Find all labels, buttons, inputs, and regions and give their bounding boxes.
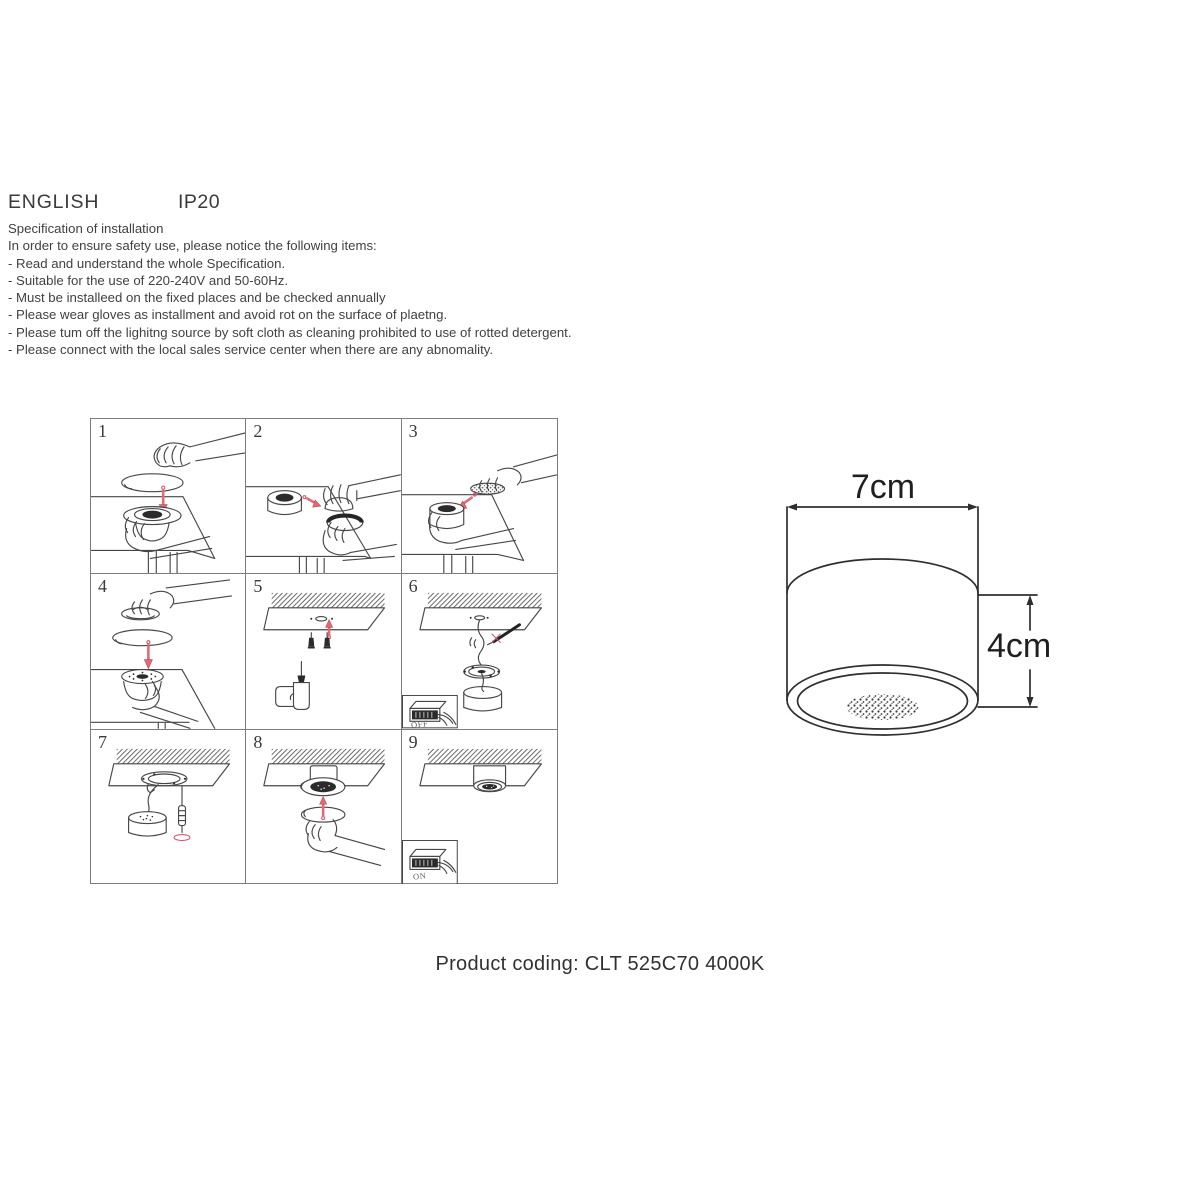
hand-drawing xyxy=(306,819,384,865)
step-panel-4 xyxy=(91,574,246,729)
step-number: 5 xyxy=(253,576,263,597)
spec-item: - Please connect with the local sales service center when there are any abnomality. xyxy=(8,342,494,358)
step-panel-1 xyxy=(91,419,246,574)
led-array xyxy=(847,694,919,720)
hand-drawing xyxy=(323,523,396,561)
fixture-drawing xyxy=(122,670,164,701)
red-ellipse-mark xyxy=(174,834,190,840)
product-dimension-drawing xyxy=(775,458,1085,768)
switch-on-label: ON xyxy=(412,869,427,882)
step-number: 7 xyxy=(98,731,107,752)
wire-drawing xyxy=(146,784,158,815)
fixture-drawing xyxy=(473,766,505,792)
step-number: 4 xyxy=(98,576,107,597)
step-panel-2 xyxy=(246,419,401,574)
screws-drawing xyxy=(308,633,331,649)
step-number: 8 xyxy=(253,731,263,752)
step-number: 2 xyxy=(253,421,263,441)
switch-inset xyxy=(402,840,457,883)
hand-drawing xyxy=(324,475,401,511)
red-arrow xyxy=(320,796,327,819)
hand-drawing xyxy=(470,455,557,494)
step-1-illustration xyxy=(91,419,245,573)
trim-ring-drawing xyxy=(122,474,183,492)
mounting-plate-drawing xyxy=(141,771,187,792)
spec-item: - Suitable for the use of 220-240V and 50-60Hz. xyxy=(8,272,289,288)
spec-item: - Please tum off the lighitng source by soft cloth as cleaning prohibited to use of rotted detergent. xyxy=(8,324,572,340)
spec-item: - Read and understand the whole Specification. xyxy=(8,255,286,271)
product-coding: Product coding: CLT 525C70 4000K xyxy=(435,953,765,975)
trim-ring-drawing xyxy=(113,630,172,646)
spec-intro: In order to ensure safety use, please notice the following items: xyxy=(8,238,377,254)
step-panel-7 xyxy=(91,730,246,884)
drill-drawing xyxy=(276,662,310,710)
step-panel-8 xyxy=(246,730,401,884)
step-number: 9 xyxy=(408,731,418,752)
spec-item: - Please wear gloves as installment and avoid rot on the surface of plaetng. xyxy=(8,307,448,323)
step-number: 3 xyxy=(408,421,418,441)
step-5-illustration xyxy=(246,574,400,728)
step-panel-6 xyxy=(402,574,557,729)
ceiling-drawing xyxy=(420,593,541,630)
hand-drawing xyxy=(122,580,232,620)
switch-off-label: OFF xyxy=(410,718,429,731)
step-panel-9 xyxy=(402,730,557,884)
step-2-illustration xyxy=(246,419,400,573)
spec-title: Specification of installation xyxy=(8,221,164,236)
step-panel-3 xyxy=(402,419,557,574)
step-panel-5 xyxy=(246,574,401,729)
screwdriver-drawing xyxy=(179,785,186,832)
red-arrow xyxy=(303,496,321,507)
fixture-drawing xyxy=(430,503,464,529)
step-number: 6 xyxy=(408,576,418,597)
spec-item: - Must be installeed on the fixed places and be checked annually xyxy=(8,290,386,306)
ceiling-drawing xyxy=(264,593,385,630)
height-dimension-label: 4cm xyxy=(987,627,1052,665)
installation-steps-grid xyxy=(90,418,558,884)
specification-text xyxy=(8,220,572,358)
language-label: ENGLISH xyxy=(8,191,100,213)
step-3-illustration xyxy=(402,419,557,573)
fixture-drawing xyxy=(463,674,501,711)
width-dimension-label: 7cm xyxy=(850,468,916,506)
ip-rating-label: IP20 xyxy=(178,191,221,213)
dimension-lines xyxy=(787,504,1037,708)
step-number: 1 xyxy=(98,421,107,441)
mounting-plate-drawing xyxy=(463,665,499,678)
step-7-illustration xyxy=(91,730,245,884)
step-8-illustration xyxy=(246,730,400,884)
fixture-drawing xyxy=(129,811,167,835)
fixture-drawing xyxy=(268,491,302,515)
cylinder-drawing xyxy=(787,507,978,735)
step-4-illustration xyxy=(91,574,245,728)
hand-drawing xyxy=(154,433,245,467)
product-diagram xyxy=(775,458,1085,768)
fixture-drawing xyxy=(124,507,181,541)
hand-drawing xyxy=(133,682,198,729)
step-9-illustration xyxy=(402,730,557,884)
step-6-illustration xyxy=(402,574,557,731)
